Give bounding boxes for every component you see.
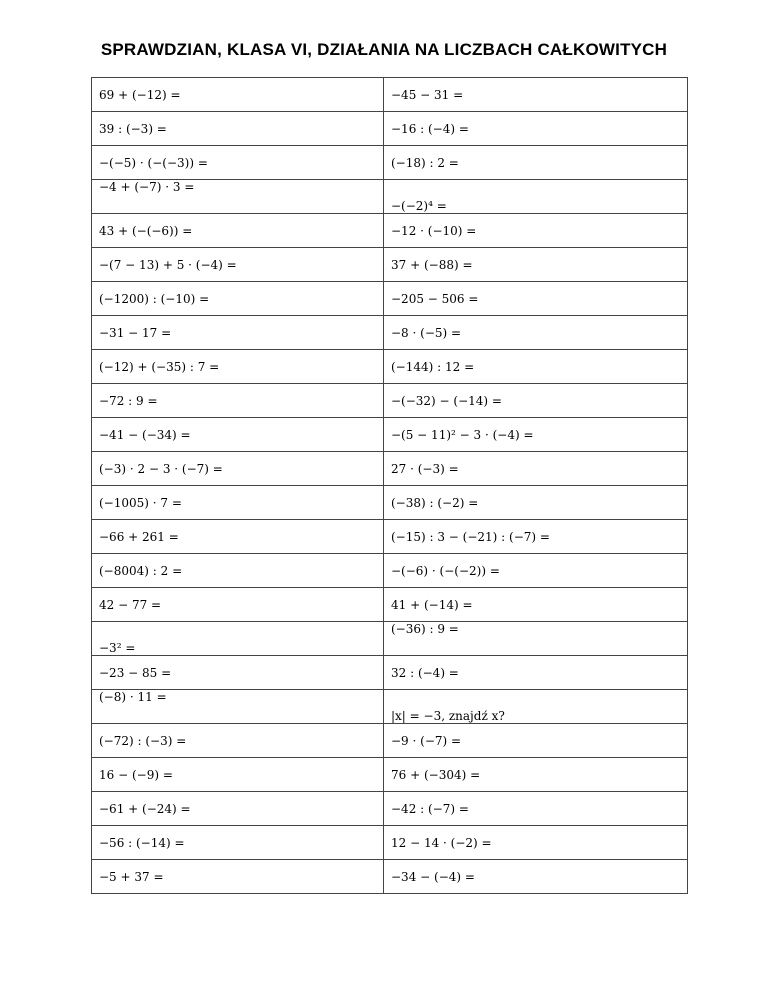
exercise-expression: −45 − 31 = xyxy=(391,87,464,102)
exercise-expression: (−144) : 12 = xyxy=(391,359,475,374)
exercise-expression: −8 · (−5) = xyxy=(391,325,462,340)
exercise-expression: 37 + (−88) = xyxy=(391,257,473,272)
table-row xyxy=(92,146,688,180)
table-row xyxy=(92,384,688,418)
exercise-cell-left xyxy=(92,452,384,486)
exercise-expression: 32 : (−4) = xyxy=(391,665,459,680)
exercise-cell-right xyxy=(384,248,688,282)
exercise-expression: |x| = −3, znajdź x? xyxy=(391,709,505,723)
exercise-cell-left xyxy=(92,486,384,520)
exercise-cell-left xyxy=(92,554,384,588)
exercise-expression: −5 + 37 = xyxy=(99,869,164,884)
exercise-cell-right xyxy=(384,214,688,248)
table-row xyxy=(92,656,688,690)
exercise-expression: (−38) : (−2) = xyxy=(391,495,479,510)
exercise-expression: −(−6) · (−(−2)) = xyxy=(391,563,500,578)
table-row xyxy=(92,792,688,826)
exercise-cell-left xyxy=(92,418,384,452)
exercise-expression: −23 − 85 = xyxy=(99,665,172,680)
exercise-cell-right xyxy=(384,656,688,690)
exercise-expression: −72 : 9 = xyxy=(99,393,158,408)
exercise-cell-left xyxy=(92,180,384,214)
exercise-cell-left xyxy=(92,350,384,384)
exercise-expression: (−1005) · 7 = xyxy=(99,495,182,510)
exercise-expression: 27 · (−3) = xyxy=(391,461,459,476)
exercise-expression: −(7 − 13) + 5 · (−4) = xyxy=(99,257,237,272)
exercise-expression: −(−2)⁴ = xyxy=(391,199,447,213)
exercise-expression: −66 + 261 = xyxy=(99,529,179,544)
exercise-cell-right xyxy=(384,520,688,554)
exercise-table xyxy=(91,77,688,894)
exercise-cell-right xyxy=(384,112,688,146)
exercise-cell-left xyxy=(92,78,384,112)
exercise-cell-left xyxy=(92,826,384,860)
table-row xyxy=(92,588,688,622)
exercise-cell-left xyxy=(92,758,384,792)
table-row xyxy=(92,452,688,486)
exercise-cell-right xyxy=(384,758,688,792)
table-row xyxy=(92,112,688,146)
exercise-expression: −61 + (−24) = xyxy=(99,801,191,816)
exercise-expression: (−18) : 2 = xyxy=(391,155,459,170)
exercise-cell-left xyxy=(92,248,384,282)
exercise-cell-right xyxy=(384,384,688,418)
exercise-expression: (−36) : 9 = xyxy=(391,622,459,636)
exercise-cell-left xyxy=(92,656,384,690)
exercise-expression: −41 − (−34) = xyxy=(99,427,191,442)
page-title: SPRAWDZIAN, KLASA VI, DZIAŁANIA NA LICZBACH CAŁKOWITYCH xyxy=(100,40,668,59)
exercise-cell-right xyxy=(384,622,688,656)
exercise-table-body xyxy=(92,78,688,894)
exercise-cell-right xyxy=(384,690,688,724)
exercise-expression: 12 − 14 · (−2) = xyxy=(391,835,492,850)
table-row xyxy=(92,622,688,656)
table-row xyxy=(92,758,688,792)
exercise-cell-left xyxy=(92,146,384,180)
exercise-cell-left xyxy=(92,520,384,554)
exercise-cell-left xyxy=(92,860,384,894)
exercise-expression: −4 + (−7) · 3 = xyxy=(99,180,195,194)
exercise-cell-right xyxy=(384,724,688,758)
exercise-cell-right xyxy=(384,452,688,486)
table-row xyxy=(92,350,688,384)
exercise-cell-left xyxy=(92,214,384,248)
table-row xyxy=(92,214,688,248)
exercise-expression: (−1200) : (−10) = xyxy=(99,291,210,306)
exercise-cell-left xyxy=(92,384,384,418)
exercise-expression: (−8) · 11 = xyxy=(99,690,167,704)
table-row xyxy=(92,248,688,282)
exercise-expression: 76 + (−304) = xyxy=(391,767,481,782)
exercise-expression: (−12) + (−35) : 7 = xyxy=(99,359,220,374)
exercise-expression: −9 · (−7) = xyxy=(391,733,462,748)
table-row xyxy=(92,282,688,316)
exercise-expression: 42 − 77 = xyxy=(99,597,162,612)
exercise-expression: −42 : (−7) = xyxy=(391,801,469,816)
table-row xyxy=(92,554,688,588)
table-row xyxy=(92,826,688,860)
table-row xyxy=(92,418,688,452)
exercise-expression: (−72) : (−3) = xyxy=(99,733,187,748)
exercise-cell-right xyxy=(384,78,688,112)
exercise-expression: (−8004) : 2 = xyxy=(99,563,183,578)
exercise-cell-right xyxy=(384,316,688,350)
exercise-expression: −12 · (−10) = xyxy=(391,223,477,238)
exercise-expression: −31 − 17 = xyxy=(99,325,172,340)
table-row xyxy=(92,520,688,554)
exercise-cell-right xyxy=(384,588,688,622)
exercise-expression: −(5 − 11)² − 3 · (−4) = xyxy=(391,427,534,442)
exercise-expression: 69 + (−12) = xyxy=(99,87,181,102)
exercise-expression: −34 − (−4) = xyxy=(391,869,475,884)
exercise-cell-left xyxy=(92,622,384,656)
exercise-cell-right xyxy=(384,554,688,588)
exercise-cell-left xyxy=(92,792,384,826)
table-row xyxy=(92,486,688,520)
exercise-cell-right xyxy=(384,418,688,452)
table-row xyxy=(92,690,688,724)
exercise-cell-left xyxy=(92,112,384,146)
table-row xyxy=(92,78,688,112)
exercise-cell-left xyxy=(92,724,384,758)
exercise-expression: −205 − 506 = xyxy=(391,291,479,306)
exercise-cell-left xyxy=(92,588,384,622)
exercise-cell-right xyxy=(384,486,688,520)
exercise-expression: −(−5) · (−(−3)) = xyxy=(99,155,208,170)
table-row xyxy=(92,316,688,350)
exercise-expression: (−15) : 3 − (−21) : (−7) = xyxy=(391,529,550,544)
table-row xyxy=(92,860,688,894)
table-row xyxy=(92,724,688,758)
table-row xyxy=(92,180,688,214)
exercise-cell-left xyxy=(92,316,384,350)
exercise-cell-right xyxy=(384,860,688,894)
exercise-cell-right xyxy=(384,282,688,316)
exercise-expression: −56 : (−14) = xyxy=(99,835,185,850)
exercise-expression: −(−32) − (−14) = xyxy=(391,393,502,408)
exercise-cell-right xyxy=(384,826,688,860)
exercise-expression: −3² = xyxy=(99,641,136,655)
exercise-expression: 16 − (−9) = xyxy=(99,767,173,782)
exercise-expression: −16 : (−4) = xyxy=(391,121,469,136)
exercise-cell-right xyxy=(384,180,688,214)
exercise-cell-left xyxy=(92,282,384,316)
exercise-cell-left xyxy=(92,690,384,724)
exercise-cell-right xyxy=(384,350,688,384)
exercise-expression: (−3) · 2 − 3 · (−7) = xyxy=(99,461,223,476)
exercise-expression: 43 + (−(−6)) = xyxy=(99,223,193,238)
exercise-cell-right xyxy=(384,792,688,826)
exercise-expression: 41 + (−14) = xyxy=(391,597,473,612)
exercise-cell-right xyxy=(384,146,688,180)
exercise-expression: 39 : (−3) = xyxy=(99,121,167,136)
